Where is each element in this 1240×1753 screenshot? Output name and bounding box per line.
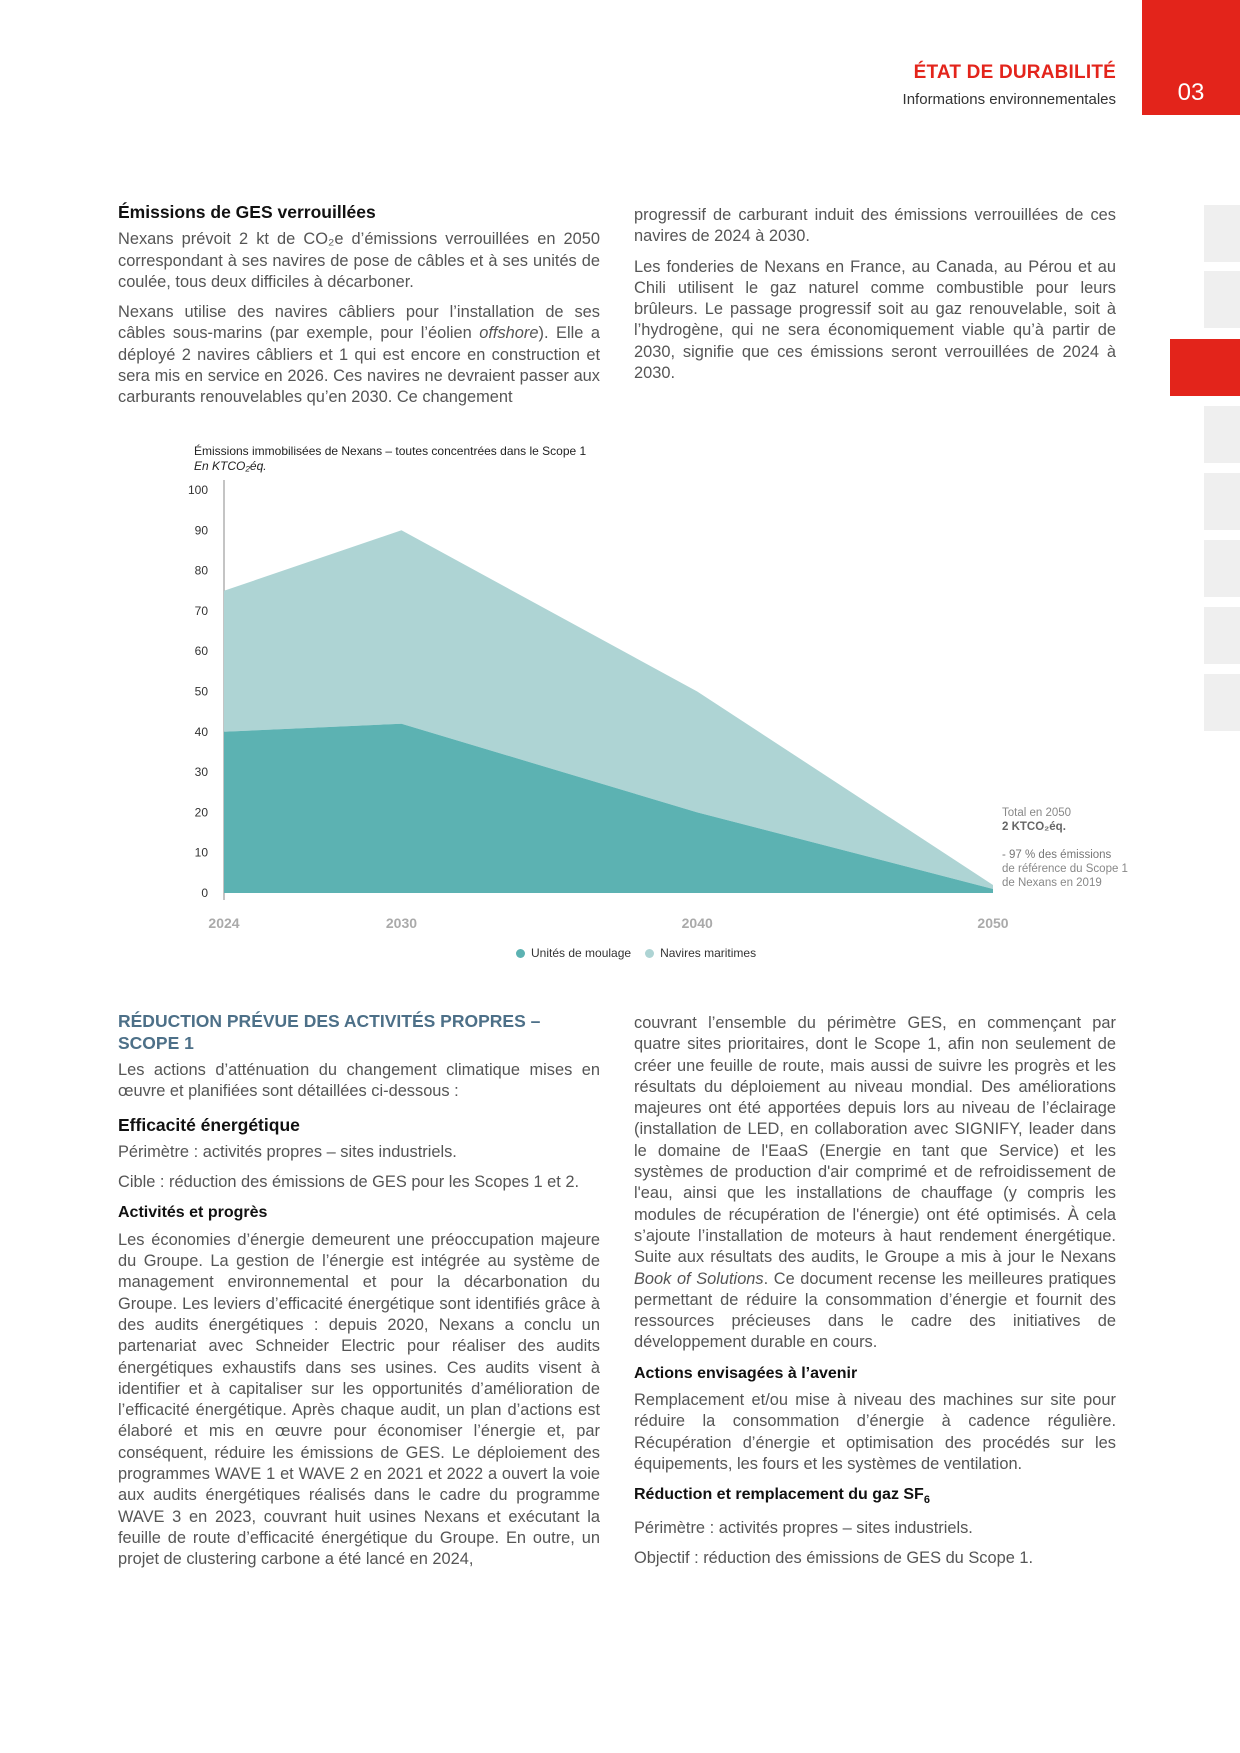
locked-emissions-heading: Émissions de GES verrouillées [118, 202, 376, 222]
y-tick-label: 90 [194, 523, 208, 538]
paragraph: couvrant l’ensemble du périmètre GES, en commençant par quatre sites prioritaires, dont le Scope 1, afin non seulement de créer une feuille de route, mais aussi de suivre les progrès et les résultats du déploiement au niveau mondial. Des améliorations majeures ont été apportées depuis lors au niveau de l’éclairage (installation de LED, en collaboration avec SIGNIFY, leader dans le domaine de l'EaaS (Energie en tant que Service) et les systèmes de production d'air comprimé et de refroidissement de l'eau, ainsi que les installations de chauffage (y compris les modules de récupération de l'énergie) ont été optimisés. À cela s’ajoute l’installation de moteurs à haut rendement énergétique. Suite aux résultats des audits, le Groupe a mis à jour le Nexans Book of Solutions. Ce document recense les meilleures pratiques permettant de réduire la consommation d’énergie et fournit des ressources précieuses dans le cadre des initiatives de développement durable en cours. [634, 1014, 1116, 1352]
paragraph: Les fonderies de Nexans en France, au Canada, au Pérou et au Chili utilisent le gaz naturel comme combustible pour leurs brûleurs. Le passage progressif soit au gaz renouvelable, soit à l’hydrogène, qui ne sera économiquement viable qu’à partir de 2030, signifie que ces émissions seront verrouillées de 2024 à 2030. [634, 257, 1116, 383]
x-tick-label: 2024 [208, 915, 240, 931]
chart-unit: En KTCO₂éq. [194, 459, 267, 473]
x-tick-label: 2030 [385, 915, 418, 931]
y-tick-label: 10 [194, 845, 208, 860]
bottom-right-column [634, 1013, 1116, 1578]
note-line: de Nexans en 2019 [1002, 877, 1102, 889]
x-tick-label: 2050 [977, 915, 1009, 931]
chart-annotation [1002, 806, 1128, 890]
legend-label: Navires maritimes [660, 946, 757, 960]
y-tick-label: 20 [194, 805, 208, 820]
paragraph: Cible : réduction des émissions de GES pour les Scopes 1 et 2. [118, 1173, 580, 1192]
scope1-heading: RÉDUCTION PRÉVUE DES ACTIVITÉS PROPRES – SCOPE 1 [118, 1011, 541, 1053]
y-tick-label: 40 [194, 724, 208, 739]
paragraph: Objectif : réduction des émissions de GES du Scope 1. [634, 1549, 1034, 1568]
y-tick-label: 30 [194, 765, 208, 780]
paragraph: Remplacement et/ou mise à niveau des machines sur site pour réduire la consommation d’énergie à cadence régulière. Récupération d’énergie et optimisation des procédés sur les équipements, les fours et les systèmes de ventilation. [634, 1391, 1116, 1473]
paragraph: Les actions d’atténuation du changement climatique mises en œuvre et planifiées sont détaillées ci-dessous : [118, 1061, 600, 1101]
y-tick-label: 50 [194, 684, 208, 699]
legend-item [516, 946, 631, 960]
activities-heading: Activités et progrès [118, 1204, 268, 1222]
x-tick-label: 2040 [681, 915, 713, 931]
y-tick-label: 80 [194, 563, 208, 578]
paragraph: progressif de carburant induit des émissions verrouillées de ces navires de 2024 à 2030. [634, 206, 1116, 246]
paragraph: Périmètre : activités propres – sites industriels. [634, 1518, 973, 1537]
section-title: ÉTAT DE DURABILITÉ [913, 62, 1116, 83]
chart-title: Émissions immobilisées de Nexans – toutes concentrées dans le Scope 1 [194, 444, 587, 458]
bottom-left-column [118, 1010, 600, 1580]
note-line: Total en 2050 [1002, 807, 1072, 819]
chart-legend [516, 946, 756, 960]
energy-efficiency-heading: Efficacité énergétique [118, 1114, 300, 1135]
paragraph: Nexans utilise des navires câbliers pour l’installation de ses câbles sous-marins (par exemple, pour l’éolien offshore). Elle a déployé 2 navires câbliers et 1 qui est encore en construction et sera mis en service en 2026. Ces navires ne devraient passer aux carburants renouvelables qu’en 2030. Ce changement [118, 303, 601, 407]
legend-swatch [645, 949, 654, 958]
note-line: de référence du Scope 1 [1002, 863, 1128, 875]
paragraph: Les économies d’énergie demeurent une préoccupation majeure du Groupe. La gestion de l’énergie est intégrée au système de management environnemental et pour la décarbonation du Groupe. Les leviers d’efficacité énergétique sont identifiés grâce à des audits énergétiques : depuis 2020, Nexans a conclu un partenariat avec Schneider Electric pour réaliser des audits énergétiques exhaustifs dans ses usines. Ces audits visent à identifier et à capitaliser sur les opportunités d’amélioration de l’efficacité énergétique. Après chaque audit, un plan d’actions est élaboré et mis en œuvre pour économiser l’énergie et, par conséquent, réduire les émissions de GES. Le déploiement des programmes WAVE 1 et WAVE 2 en 2021 et 2022 a ouvert la voie aux audits énergétiques réalisés dans le cadre du programme WAVE 3 en 2023, couvrant huit usines Nexans et exécutant la feuille de route d’efficacité énergétique du Groupe. En outre, un projet de clustering carbone a été lancé en 2024, [118, 1230, 600, 1569]
y-tick-label: 60 [194, 644, 208, 659]
note-line: - 97 % des émissions [1002, 849, 1112, 861]
legend-swatch [516, 949, 525, 958]
legend-label: Unités de moulage [531, 946, 632, 960]
y-tick-label: 0 [201, 886, 208, 900]
y-tick-label: 70 [194, 603, 208, 618]
sf6-heading: Réduction et remplacement du gaz $SF_6$ [634, 1486, 930, 1507]
future-actions-heading: Actions envisagées à l’avenir [634, 1364, 858, 1382]
note-line: 2 KTCO₂éq. [1002, 821, 1066, 833]
paragraph: Nexans prévoit 2 kt de CO₂e d’émissions verrouillées en 2050 correspondant à ses navires de pose de câbles et à ses unités de coulée, tous deux difficiles à décarboner. [118, 230, 600, 291]
paragraph: Périmètre : activités propres – sites industriels. [118, 1142, 457, 1161]
section-subtitle: Informations environnementales [902, 91, 1116, 108]
y-tick-label: 100 [187, 483, 208, 497]
chapter-number: 03 [1142, 0, 1240, 115]
legend-item [645, 946, 756, 960]
